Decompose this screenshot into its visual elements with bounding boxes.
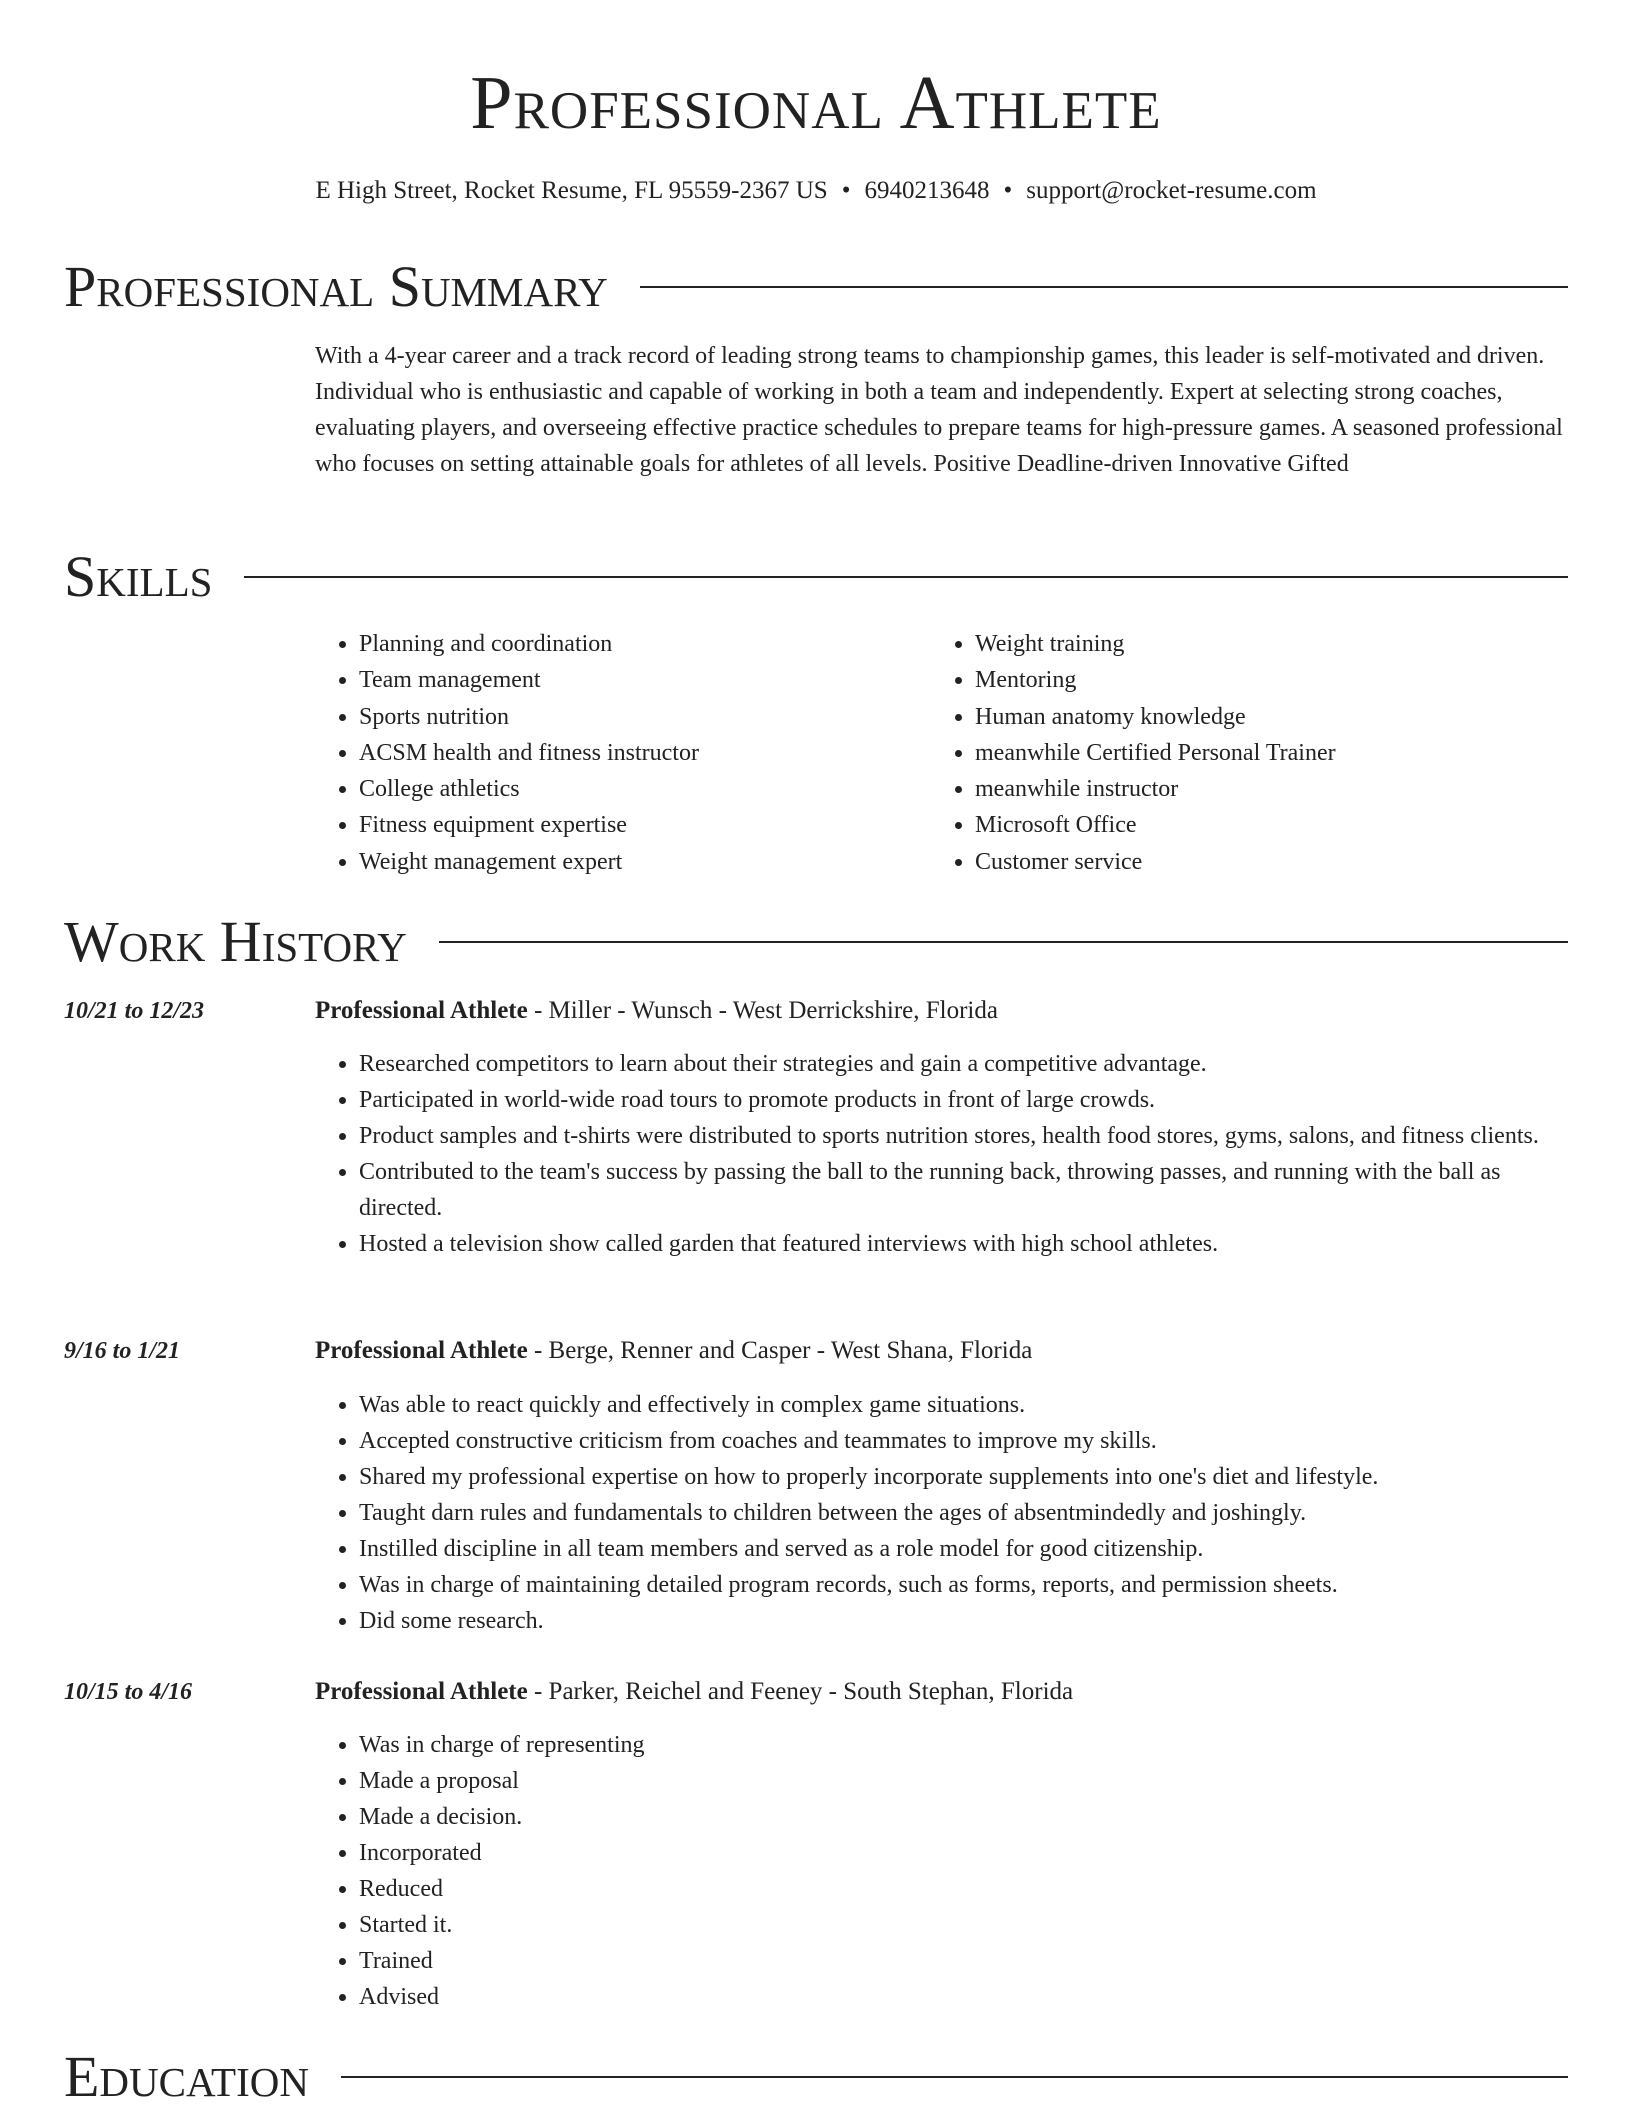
skill-item: • Weight training [975,626,1547,662]
job-bullet: • Participated in world-wide road tours to promote products in front of large crowds. [359,1082,1571,1118]
job-bullet: • Researched competitors to learn about their strategies and gain a competitive advantage. [359,1046,1571,1082]
job-bullet: • Was in charge of maintaining detailed program records, such as forms, reports, and permission sheets. [359,1567,1571,1603]
work-history-section-header [64,910,1568,974]
section-divider [439,941,1568,943]
section-divider [640,286,1568,288]
skill-item: • Weight management expert [359,844,931,880]
job-bullet: • Made a proposal [359,1763,1571,1799]
job-dates: 10/21 to 12/23 [64,998,205,1024]
skill-item: • ACSM health and fitness instructor [359,735,931,771]
contact-line [0,174,1632,208]
summary-section-title: Professional Summary [64,254,608,319]
job-dates: 10/15 to 4/16 [64,1679,193,1705]
job-bullet: • Trained [359,1943,1571,1979]
job-bullet-list [315,1046,1571,1262]
section-divider [244,576,1568,578]
contact-separator: • [1003,177,1013,204]
skills-column-left [315,626,931,880]
skill-item: • Fitness equipment expertise [359,807,931,843]
job-company: - Miller - Wunsch - West Derrickshire, Florida [533,997,998,1024]
job-bullet: • Was in charge of representing [359,1727,1571,1763]
contact-address: E High Street, Rocket Resume, FL 95559-2367 US [315,177,828,204]
skills-section-header [64,545,1568,609]
job-bullet: • Was able to react quickly and effectively in complex game situations. [359,1387,1571,1423]
education-section-header [64,2045,1568,2109]
job-bullet: • Did some research. [359,1603,1571,1639]
section-divider [341,2076,1568,2078]
skills-section-title: Skills [64,544,213,609]
skills-column-right [931,626,1547,880]
job-company: - Parker, Reichel and Feeney - South Stephan, Florida [533,1678,1074,1705]
job-bullet: • Made a decision. [359,1799,1571,1835]
contact-phone: 6940213648 [864,177,990,204]
job-dates: 9/16 to 1/21 [64,1338,181,1364]
job-bullet: • Hosted a television show called garden that featured interviews with high school athletes. [359,1226,1571,1262]
job-heading [315,993,1571,1029]
work-history-section-title: Work History [64,909,407,974]
job-title: Professional Athlete [315,1678,528,1705]
skill-item: • Planning and coordination [359,626,931,662]
skill-item: • Microsoft Office [975,807,1547,843]
job-bullet: • Taught darn rules and fundamentals to children between the ages of absentmindedly and joshingly. [359,1495,1571,1531]
skill-item: • Sports nutrition [359,699,931,735]
skill-item: • meanwhile Certified Personal Trainer [975,735,1547,771]
skill-item: • Mentoring [975,662,1547,698]
job-bullet: • Advised [359,1979,1571,2015]
job-bullet: • Started it. [359,1907,1571,1943]
job-bullet: • Product samples and t-shirts were distributed to sports nutrition stores, health food stores, gyms, salons, and fitness clients. [359,1118,1571,1154]
education-section-title: Education [64,2044,309,2109]
skill-item: • College athletics [359,771,931,807]
job-bullet: • Contributed to the team's success by passing the ball to the running back, throwing passes, and running with the ball as directed. [359,1154,1571,1226]
summary-section-header [64,255,1568,319]
job-company: - Berge, Renner and Casper - West Shana, Florida [533,1337,1033,1364]
skill-item: • Human anatomy knowledge [975,699,1547,735]
job-bullet: • Reduced [359,1871,1571,1907]
job-bullet-list [315,1727,1571,2015]
job-heading [315,1674,1571,1710]
job-bullet: • Incorporated [359,1835,1571,1871]
job-bullet: • Accepted constructive criticism from coaches and teammates to improve my skills. [359,1423,1571,1459]
job-bullet: • Shared my professional expertise on how to properly incorporate supplements into one's diet and lifestyle. [359,1459,1571,1495]
contact-separator: • [841,177,851,204]
job-heading [315,1333,1571,1369]
skill-item: • Customer service [975,844,1547,880]
skill-item: • Team management [359,662,931,698]
contact-email[interactable]: support@rocket-resume.com [1026,177,1317,204]
job-title: Professional Athlete [315,997,528,1024]
candidate-name: Professional Athlete [470,61,1162,145]
summary-text: With a 4-year career and a track record of leading strong teams to championship games, this leader is self-motivated and driven. Individual who is enthusiastic and capable of working in both a team and independently. Expert at selecting strong coaches, evaluating players, and overseeing effective practice schedules to prepare teams for high-pressure games. A seasoned professional who focuses on setting attainable goals for athletes of all levels. Positive Deadline-driven Innovative Gifted [315,343,1563,477]
job-title: Professional Athlete [315,1337,528,1364]
job-bullet-list [315,1387,1571,1639]
skills-list [315,626,1571,880]
job-bullet: • Instilled discipline in all team members and served as a role model for good citizenship. [359,1531,1571,1567]
skill-item: • meanwhile instructor [975,771,1547,807]
